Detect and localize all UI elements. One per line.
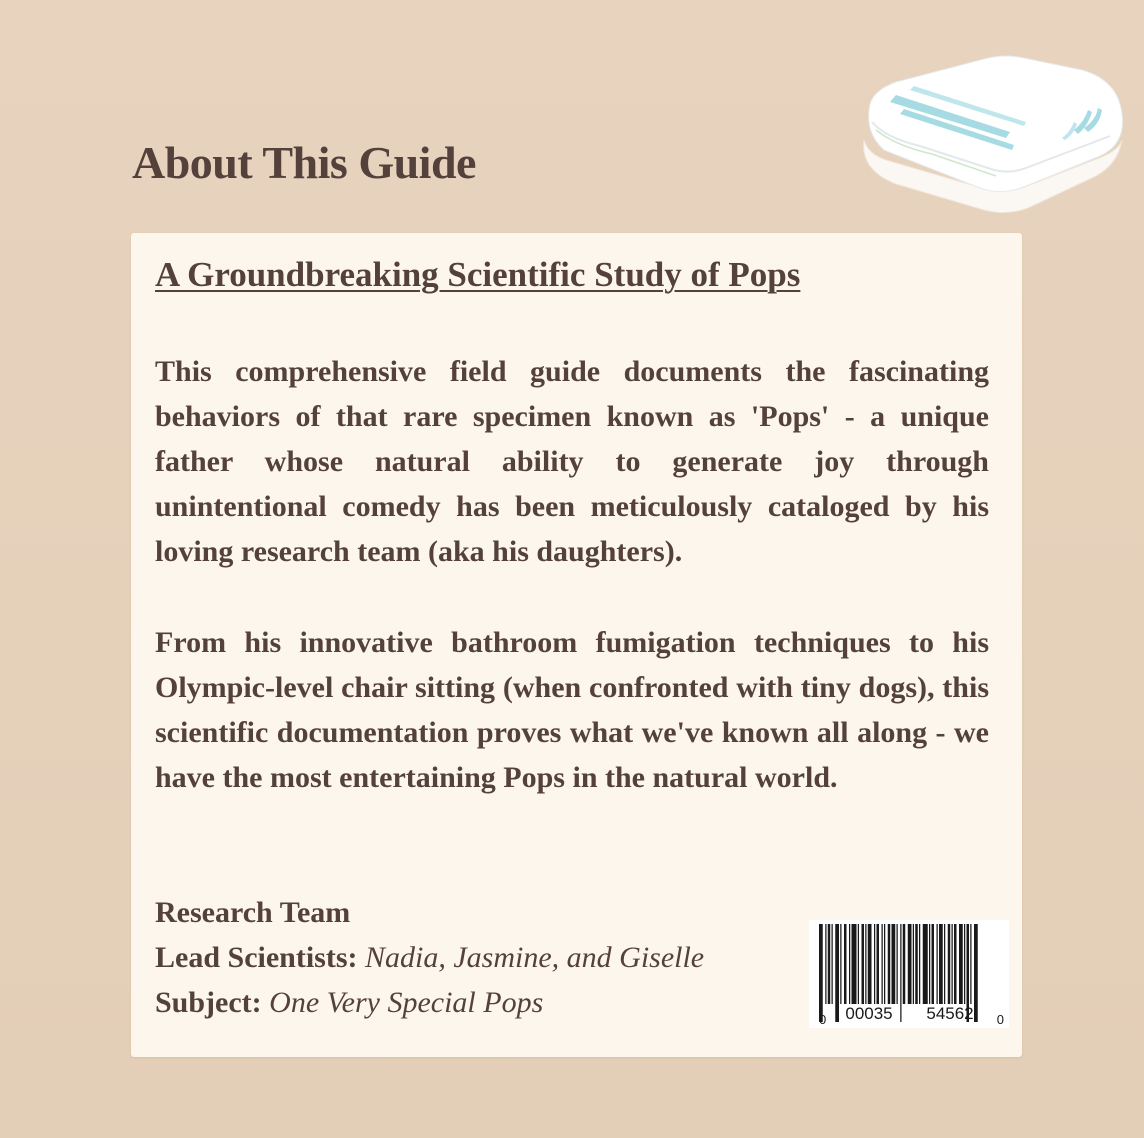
body-paragraph: From his innovative bathroom fumigation techniques to his Olympic-level chair sitting (when confronted with tiny dogs), this scientific documentation proves what we've known all along - we have the most entertaining Pops in the natural world. [155, 626, 989, 794]
page-title: About This Guide [132, 137, 476, 188]
barcode-bar [974, 924, 978, 1022]
barcode-left-digit: 0 [819, 1012, 827, 1027]
barcode-bar [923, 924, 928, 1004]
barcode-right-digit: 0 [996, 1012, 1004, 1027]
barcode-bar [825, 924, 826, 1004]
barcode-bar [929, 924, 930, 1004]
barcode-bar [862, 924, 865, 1004]
barcode-bar [944, 924, 945, 1004]
barcode-bar [939, 924, 943, 1004]
barcode-group-2: 54562 [926, 1004, 974, 1023]
barcode-bar [897, 924, 898, 1004]
barcode-bar [832, 924, 833, 1004]
barcode-bar [959, 924, 963, 1004]
barcode-bar [865, 924, 866, 1004]
barcode-bar [948, 924, 951, 1004]
subject-label: Subject: [155, 986, 262, 1019]
barcode-bar [877, 924, 880, 1004]
barcode-bar [900, 924, 901, 1022]
intro-paragraph: This comprehensive field guide documents the fascinating behaviors of that rare specimen known as 'Pops' - a unique father whose natural ability to generate joy through unintentional comedy has been meticulously cataloged by his loving research team (aka his daughters). [155, 355, 989, 568]
barcode-bar [852, 924, 857, 1004]
barcode-bar [868, 924, 872, 1004]
barcode-bar [908, 924, 912, 1004]
barcode-bar [835, 924, 839, 1022]
barcode-bar [892, 924, 896, 1004]
barcode-bar [884, 924, 885, 1004]
folded-towel-icon [856, 52, 1132, 216]
barcode-bar [844, 924, 847, 1004]
lead-value: Nadia, Jasmine, and Giselle [365, 941, 705, 974]
card-title: A Groundbreaking Scientific Study of Pops [155, 255, 801, 294]
subject-value: One Very Special Pops [269, 986, 544, 1019]
barcode-bar [858, 924, 859, 1004]
lead-label: Lead Scientists: [155, 941, 358, 974]
about-card [131, 233, 1022, 1057]
barcode-bar [882, 924, 883, 1004]
barcode-bar [874, 924, 875, 1004]
barcode-bar [888, 924, 891, 1004]
barcode-bar [913, 924, 914, 1004]
barcode [809, 920, 1009, 1028]
barcode-bar [952, 924, 953, 1004]
barcode-bar [970, 924, 971, 1004]
research-team [155, 890, 704, 1025]
barcode-bar [903, 924, 906, 1004]
barcode-bar [932, 924, 935, 1004]
barcode-bar [849, 924, 850, 1004]
barcode-bar [915, 924, 918, 1004]
barcode-bar [828, 924, 831, 1004]
team-heading: Research Team [155, 896, 351, 929]
barcode-group-1: 00035 [845, 1004, 893, 1023]
barcode-bar [919, 924, 920, 1004]
barcode-bar [937, 924, 938, 1004]
barcode-bar [819, 924, 823, 1022]
subject-row [155, 980, 704, 1025]
lead-scientists-row [155, 935, 704, 980]
barcode-bar [840, 924, 841, 1004]
barcode-bar [964, 924, 965, 1004]
barcode-bar [954, 924, 957, 1004]
